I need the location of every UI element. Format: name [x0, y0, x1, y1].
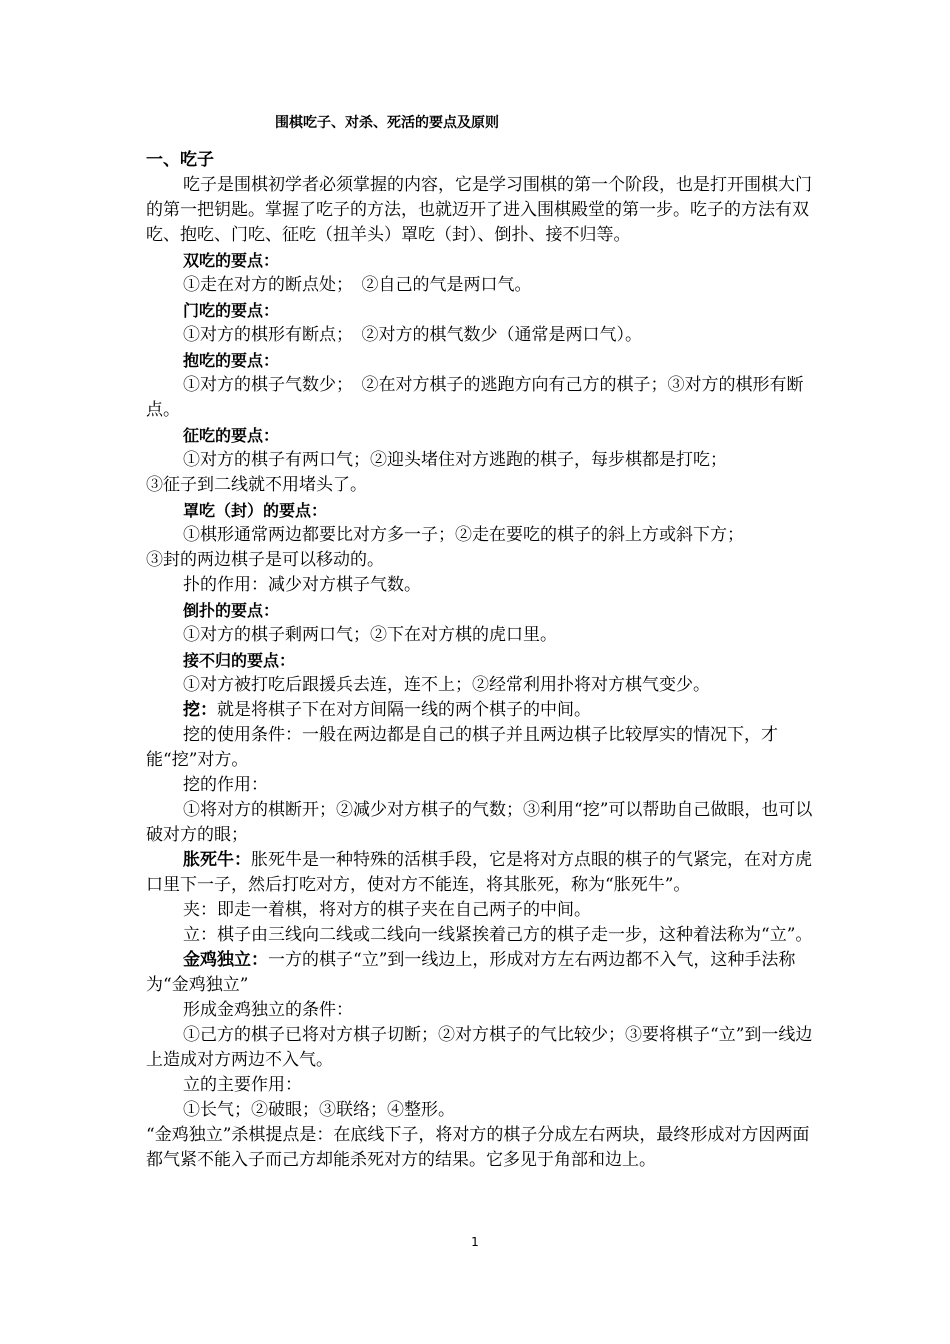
golden-rooster-term: 金鸡独立： [183, 950, 268, 970]
wedge-definition-text: 就是将棋子下在对方间隔一线的两个棋子的中间。 [217, 700, 591, 720]
subheading-double-atari: 双吃的要点： [183, 251, 280, 270]
bulky-five-text: 胀死牛是一种特殊的活棋手段，它是将对方点眼的棋子的气紧完，在对方虎口里下一子，然后打吃对方，使对方不能连，将其胀死，称为“胀死牛”。 [146, 850, 812, 895]
descent-main-effect-label: 立的主要作用： [183, 1075, 302, 1095]
net-points-2: ③封的两边棋子是可以移动的。 [146, 550, 384, 570]
subheading-door-capture: 门吃的要点： [183, 301, 280, 320]
connect-and-die-points: ①对方被打吃后跟援兵去连，连不上；②经常利用扑将对方棋气变少。 [183, 675, 710, 695]
bulky-five-term: 胀死牛： [183, 850, 251, 870]
descent-main-effect-points: ①长气；②破眼；③联络；④整形。 [183, 1100, 455, 1120]
wedge-definition [146, 698, 818, 723]
golden-rooster-kill-note: “金鸡独立”杀棋提点是：在底线下子，将对方的棋子分成左右两块，最终形成对方因两面都气紧不能入子而己方却能杀死对方的结果。它多见于角部和边上。 [146, 1125, 810, 1170]
subheading-ladder: 征吃的要点： [183, 426, 280, 445]
intro-paragraph: 吃子是围棋初学者必须掌握的内容，它是学习围棋的第一个阶段，也是打开围棋大门的第一把钥匙。掌握了吃子的方法，也就迈开了进入围棋殿堂的第一步。吃子的方法有双吃、抱吃、门吃、征吃（扭羊头）罩吃（封）、倒扑、接不归等。 [146, 175, 812, 245]
double-atari-points: ①走在对方的断点处； ②自己的气是两口气。 [183, 275, 532, 295]
golden-rooster-text: 一方的棋子“立”到一线边上，形成对方左右两边都不入气，这种手法称为“金鸡独立” [146, 950, 796, 995]
golden-rooster-condition-label: 形成金鸡独立的条件： [183, 1000, 353, 1020]
golden-rooster-paragraph [146, 948, 818, 998]
wedge-condition: 挖的使用条件：一般在两边都是自己的棋子并且两边棋子比较厚实的情况下，才能“挖”对方。 [146, 725, 778, 770]
document-title: 围棋吃子、对杀、死活的要点及原则 [275, 115, 499, 131]
bulky-five-paragraph [146, 848, 818, 898]
descent-definition: 立：棋子由三线向二线或二线向一线紧挨着己方的棋子走一步，这种着法称为“立”。 [183, 925, 813, 945]
throw-in-effect: 扑的作用：减少对方棋子气数。 [183, 575, 421, 595]
document-body [146, 148, 818, 1173]
subheading-connect-and-die: 接不归的要点： [183, 651, 296, 670]
wedge-effect-label: 挖的作用： [183, 775, 268, 795]
hug-capture-points: ①对方的棋子气数少； ②在对方棋子的逃跑方向有己方的棋子；③对方的棋形有断点。 [146, 375, 804, 420]
ladder-points-1: ①对方的棋子有两口气；②迎头堵住对方逃跑的棋子，每步棋都是打吃； [183, 450, 727, 470]
subheading-snapback: 倒扑的要点： [183, 601, 280, 620]
snapback-points: ①对方的棋子剩两口气；②下在对方棋的虎口里。 [183, 625, 557, 645]
door-capture-points: ①对方的棋形有断点； ②对方的棋气数少（通常是两口气）。 [183, 325, 642, 345]
clamp-definition: 夹：即走一着棋，将对方的棋子夹在自己两子的中间。 [183, 900, 591, 920]
wedge-term: 挖： [183, 700, 217, 720]
section-heading-capture: 一、吃子 [146, 150, 214, 170]
net-points-1: ①棋形通常两边都要比对方多一子；②走在要吃的棋子的斜上方或斜下方； [183, 525, 744, 545]
subheading-net: 罩吃（封）的要点： [183, 501, 328, 520]
page-number: 1 [471, 1235, 479, 1249]
ladder-points-2: ③征子到二线就不用堵头了。 [146, 475, 367, 495]
golden-rooster-condition-points: ①己方的棋子已将对方棋子切断；②对方棋子的气比较少；③要将棋子“立”到一线边上造成对方两边不入气。 [146, 1025, 813, 1070]
wedge-effect-points: ①将对方的棋断开；②减少对方棋子的气数；③利用“挖”可以帮助自己做眼，也可以破对方的眼； [146, 800, 813, 845]
subheading-hug-capture: 抱吃的要点： [183, 351, 280, 370]
